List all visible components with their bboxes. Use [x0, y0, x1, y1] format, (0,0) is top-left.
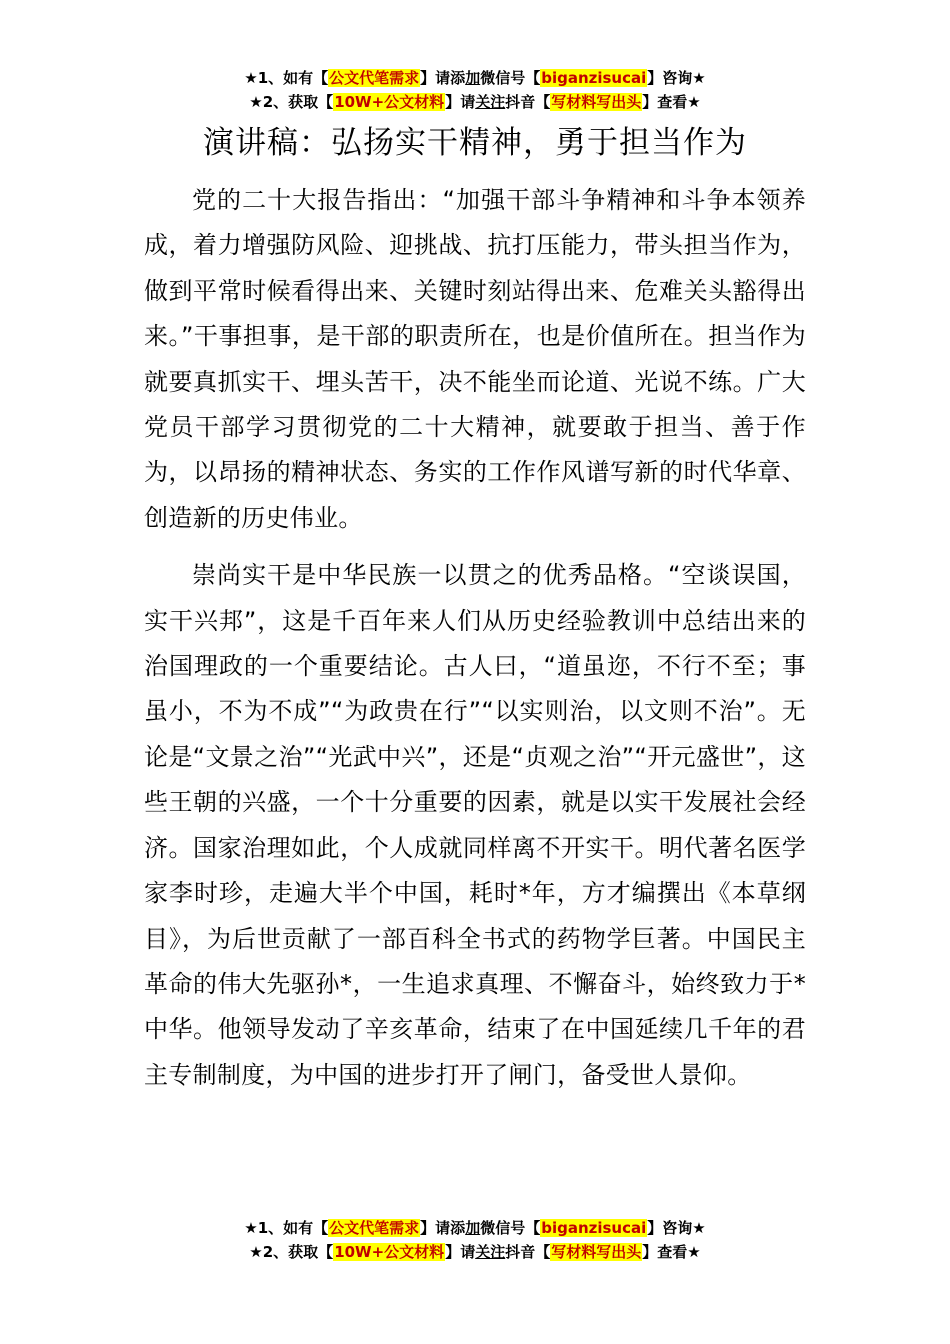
document-body [144, 178, 806, 1110]
banner-highlight-materials: 10W+公文材料 [334, 93, 445, 111]
banner-highlight-service: 公文代笔需求 [329, 1219, 420, 1237]
banner-text: 】咨询★ [647, 1219, 706, 1237]
banner-text: 】请 [445, 1243, 476, 1261]
banner-text: 微信号【 [480, 1219, 541, 1237]
banner-text: ★2、获取【 [249, 1243, 334, 1261]
banner-text: 抖音【 [505, 1243, 551, 1261]
banner-highlight-wechat-id: biganzisucai [541, 1219, 647, 1237]
banner-highlight-materials: 10W+公文材料 [334, 1243, 445, 1261]
banner-underlined-text: 关注 [475, 1243, 506, 1261]
banner-line-2 [0, 90, 950, 114]
banner-highlight-service: 公文代笔需求 [329, 69, 420, 87]
banner-text: 】请 [445, 93, 476, 111]
banner-text: 微信号【 [480, 69, 541, 87]
banner-text: 抖音【 [505, 93, 551, 111]
banner-text: ★1、如有【 [244, 1219, 329, 1237]
banner-text: 】查看★ [642, 93, 701, 111]
banner-highlight-douyin-id: 写材料写出头 [551, 1243, 642, 1261]
paragraph-1: 党的二十大报告指出：“加强干部斗争精神和斗争本领养成，着力增强防风险、迎挑战、抗打压能力，带头担当作为，做到平常时候看得出来、关键时刻站得出来、危难关头豁得出来。”干事担事，是干部的职责所在，也是价值所在。担当作为就要真抓实干、埋头苦干，决不能坐而论道、光说不练。广大党员干部学习贯彻党的二十大精神，就要敢于担当、善于作为，以昂扬的精神状态、务实的工作作风谱写新的时代华章、创造新的历史伟业。 [144, 186, 806, 532]
document-title: 演讲稿：弘扬实干精神，勇于担当作为 [203, 125, 747, 161]
banner-text: 】请添 [420, 1219, 466, 1237]
banner-text: 】查看★ [642, 1243, 701, 1261]
banner-line-1 [0, 66, 950, 90]
banner-highlight-wechat-id: biganzisucai [541, 69, 647, 87]
promo-banner-top [0, 66, 950, 114]
banner-text: 】咨询★ [647, 69, 706, 87]
banner-text: ★1、如有【 [244, 69, 329, 87]
banner-text: ★2、获取【 [249, 93, 334, 111]
paragraph-2: 崇尚实干是中华民族一以贯之的优秀品格。“空谈误国，实干兴邦”，这是千百年来人们从历史经验教训中总结出来的治国理政的一个重要结论。古人曰，“道虽迩，不行不至；事虽小，不为不成”“为政贵在行”“以实则治，以文则不治”。无论是“文景之治”“光武中兴”，还是“贞观之治”“开元盛世”，这些王朝的兴盛，一个十分重要的因素，就是以实干发展社会经济。国家治理如此，个人成就同样离不开实干。明代著名医学家李时珍，走遍大半个中国，耗时*年，方才编撰出《本草纲目》，为后世贡献了一部百科全书式的药物学巨著。中国民主革命的伟大先驱孙*，一生追求真理、不懈奋斗，始终致力于*中华。他领导发动了辛亥革命，结束了在中国延续几千年的君主专制制度，为中国的进步打开了闸门，备受世人景仰。 [144, 561, 806, 1089]
banner-line-2 [0, 1240, 950, 1264]
banner-text: 】请添 [420, 69, 466, 87]
banner-highlight-douyin-id: 写材料写出头 [551, 93, 642, 111]
promo-banner-bottom [0, 1216, 950, 1264]
banner-underlined-text: 关注 [475, 93, 506, 111]
banner-line-1 [0, 1216, 950, 1240]
banner-underlined-text: 加 [465, 1219, 481, 1237]
banner-underlined-text: 加 [465, 69, 481, 87]
